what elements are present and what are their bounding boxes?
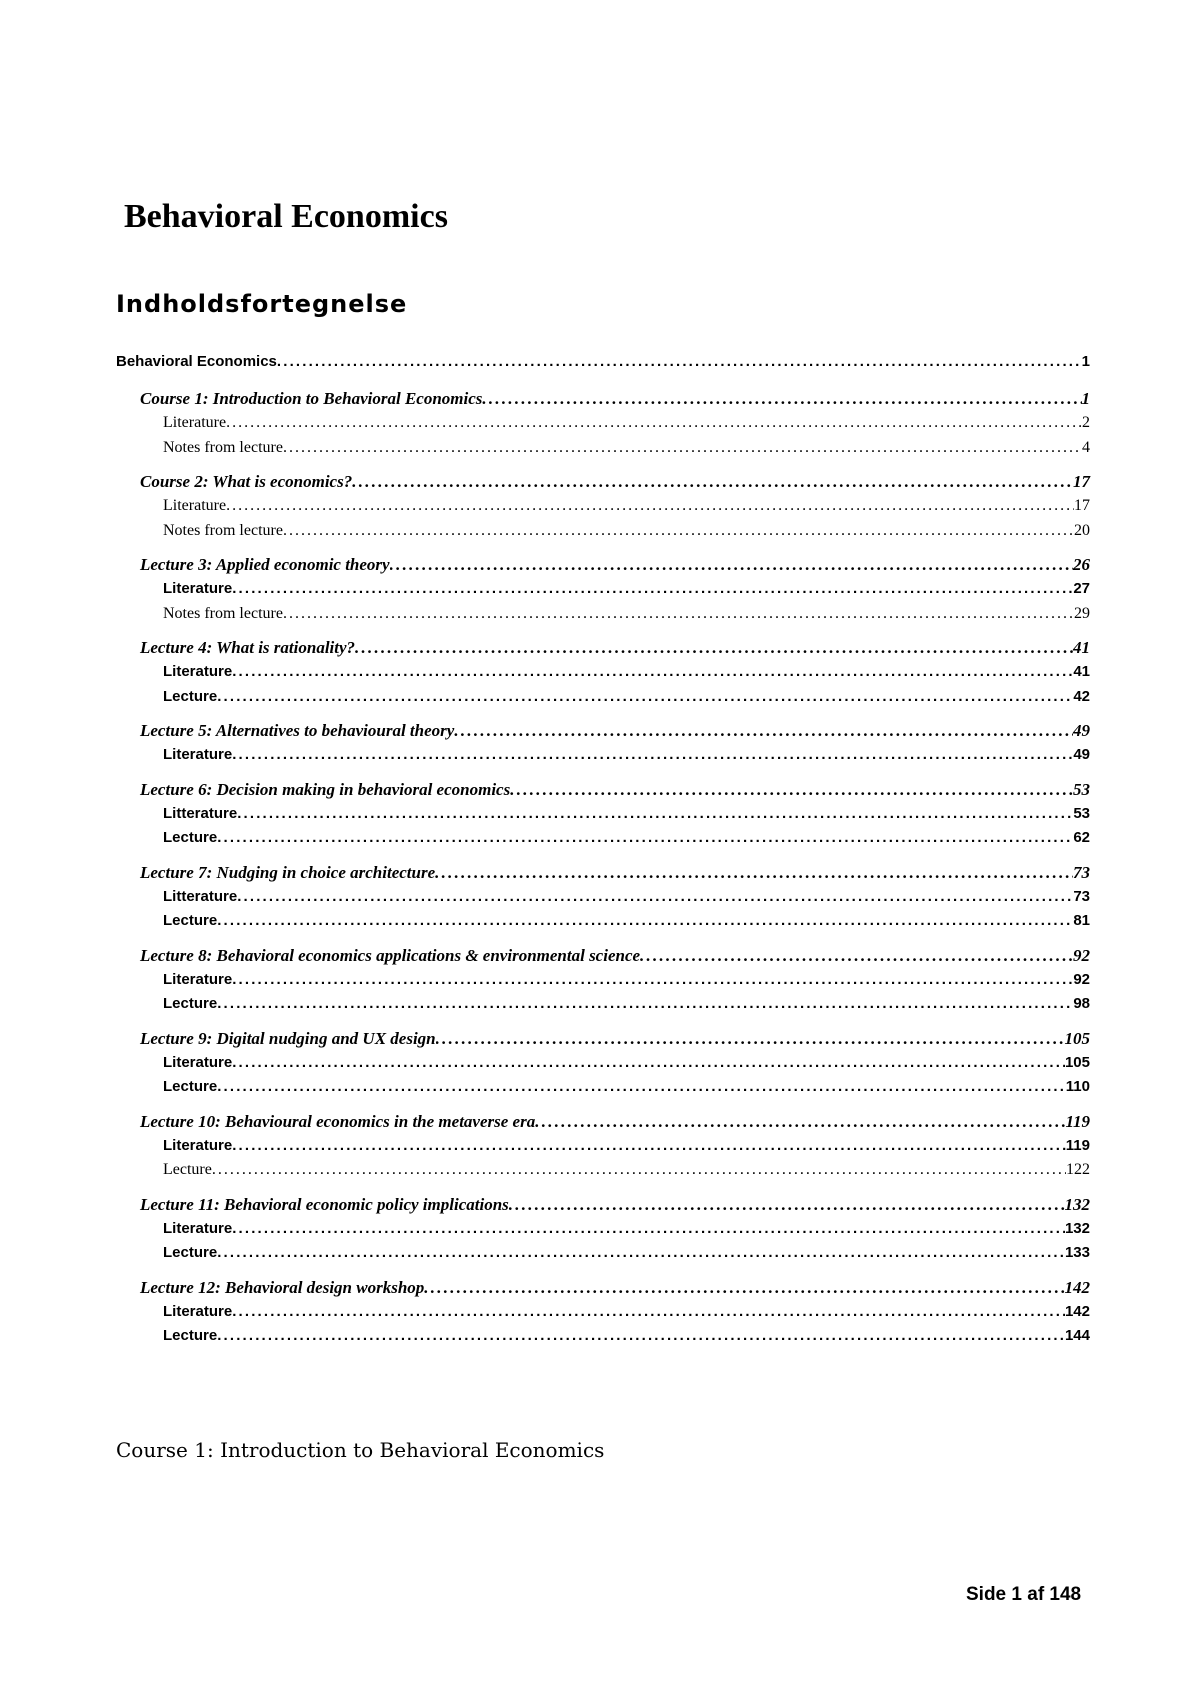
section-heading: Course 1: Introduction to Behavioral Economics (116, 1438, 605, 1462)
toc-entry-subsection[interactable] (116, 995, 1090, 1020)
toc-entry-subsection[interactable] (116, 829, 1090, 854)
toc-entry-page: 4 (1082, 438, 1090, 456)
toc-leader-dots (226, 414, 1082, 432)
toc-entry-subsection[interactable] (116, 1161, 1090, 1186)
toc-leader-dots (212, 1161, 1066, 1179)
toc-entry-page: 1 (1081, 389, 1090, 408)
toc-heading: Indholdsfortegnelse (116, 290, 408, 318)
toc-entry-label: Notes from lecture (163, 604, 283, 622)
toc-entry-label: Literature (163, 1302, 233, 1320)
toc-entry-course[interactable] (116, 1112, 1090, 1137)
toc-entry-page: 53 (1073, 779, 1090, 799)
toc-entry-page: 105 (1064, 1053, 1090, 1071)
toc-entry-label: Lecture (163, 995, 218, 1012)
toc-entry-page: 110 (1065, 1078, 1090, 1095)
toc-entry-label: Literature (163, 970, 233, 988)
toc-entry-page: 41 (1073, 663, 1090, 680)
toc-entry-subsection[interactable] (116, 1078, 1090, 1103)
toc-leader-dots (482, 389, 1081, 409)
toc-entry-subsection[interactable] (116, 746, 1090, 771)
toc-entry-page: 49 (1073, 746, 1090, 763)
page-footer: Side 1 af 148 (966, 1584, 1082, 1605)
toc-entry-course[interactable] (116, 472, 1090, 497)
toc-entry-label: Lecture (163, 1161, 212, 1178)
toc-leader-dots (217, 1078, 1066, 1095)
toc-entry-label: Notes from lecture (163, 521, 283, 539)
toc-leader-dots (283, 439, 1082, 457)
toc-entry-label: Notes from lecture (163, 438, 283, 456)
toc-entry-subsection[interactable] (116, 522, 1090, 547)
toc-entry-label: Literature (163, 1136, 233, 1154)
toc-leader-dots (390, 555, 1073, 575)
toc-entry-subsection[interactable] (116, 912, 1090, 937)
toc-entry-label: Litterature (163, 804, 238, 822)
toc-entry-subsection[interactable] (116, 414, 1090, 439)
toc-entry-label: Lecture (163, 1327, 218, 1344)
toc-leader-dots (217, 995, 1073, 1012)
toc-entry-label: Lecture (163, 687, 218, 705)
toc-entry-course[interactable] (116, 946, 1090, 971)
toc-entry-subsection[interactable] (116, 580, 1090, 605)
document-title: Behavioral Economics (124, 198, 448, 235)
toc-leader-dots (232, 580, 1073, 597)
toc-entry-page: 122 (1066, 1161, 1090, 1178)
toc-entry-label: Lecture (163, 1078, 218, 1095)
toc-entry-page: 144 (1064, 1327, 1090, 1344)
toc-entry-label: Lecture 7: Nudging in choice architecture (140, 862, 436, 882)
toc-leader-dots (232, 1220, 1065, 1237)
toc-leader-dots (535, 1112, 1065, 1132)
toc-entry-subsection[interactable] (116, 888, 1090, 913)
toc-entry-top[interactable] (116, 353, 1090, 377)
toc-entry-course[interactable] (116, 638, 1090, 663)
toc-entry-page: 42 (1073, 687, 1090, 705)
toc-entry-label: Literature (163, 497, 227, 514)
toc-entry-course[interactable] (116, 555, 1090, 580)
toc-entry-label: Lecture 4: What is rationality? (140, 638, 356, 657)
toc-entry-label: Literature (163, 580, 233, 597)
toc-entry-subsection[interactable] (116, 1244, 1090, 1269)
toc-leader-dots (355, 638, 1073, 658)
toc-entry-label: Behavioral Economics (116, 353, 277, 370)
toc-entry-page: 2 (1082, 414, 1090, 431)
toc-entry-page: 41 (1073, 638, 1090, 657)
toc-entry-label: Literature (163, 1219, 233, 1237)
toc-entry-subsection[interactable] (116, 1220, 1090, 1245)
toc-entry-course[interactable] (116, 780, 1090, 805)
toc-leader-dots (277, 353, 1082, 370)
toc-entry-page: 73 (1073, 862, 1090, 882)
toc-entry-page: 73 (1073, 887, 1090, 905)
toc-leader-dots (352, 472, 1073, 492)
toc-entry-label: Literature (163, 746, 233, 763)
toc-leader-dots (226, 497, 1074, 515)
toc-entry-page: 98 (1073, 995, 1090, 1012)
toc-leader-dots (232, 1137, 1066, 1154)
toc-leader-dots (232, 1054, 1065, 1071)
toc-leader-dots (436, 1029, 1065, 1049)
toc-entry-page: 17 (1073, 472, 1090, 491)
toc-entry-page: 17 (1074, 497, 1090, 514)
toc-leader-dots (454, 721, 1073, 741)
toc-entry-label: Course 1: Introduction to Behavioral Economics (140, 389, 483, 408)
toc-entry-page: 27 (1073, 580, 1090, 597)
toc-entry-page: 62 (1073, 829, 1090, 846)
toc-entry-page: 119 (1065, 1136, 1090, 1154)
toc-entry-page: 81 (1073, 912, 1090, 929)
toc-leader-dots (217, 912, 1073, 929)
toc-entry-page: 132 (1064, 1219, 1090, 1237)
toc-entry-page: 132 (1064, 1194, 1090, 1214)
toc-leader-dots (510, 780, 1073, 800)
toc-entry-course[interactable] (116, 1278, 1090, 1303)
toc-entry-page: 119 (1065, 1111, 1090, 1131)
toc-entry-page: 105 (1064, 1028, 1090, 1048)
toc-entry-page: 20 (1074, 521, 1090, 539)
toc-entry-page: 26 (1073, 555, 1090, 574)
toc-entry-label: Literature (163, 414, 227, 431)
toc-entry-label: Lecture 10: Behavioural economics in the metaverse era (140, 1111, 536, 1131)
toc-entry-page: 133 (1064, 1244, 1090, 1261)
toc-leader-dots (283, 605, 1074, 623)
toc-leader-dots (232, 971, 1073, 988)
toc-entry-label: Literature (163, 1053, 233, 1071)
toc-entry-subsection[interactable] (116, 1303, 1090, 1328)
toc-entry-subsection[interactable] (116, 688, 1090, 713)
toc-entry-page: 142 (1064, 1302, 1090, 1320)
toc-entry-label: Lecture (163, 912, 218, 929)
toc-entry-label: Lecture 5: Alternatives to behavioural theory (140, 721, 455, 740)
toc-entry-course[interactable] (116, 863, 1090, 888)
toc-leader-dots (509, 1195, 1065, 1215)
toc-entry-subsection[interactable] (116, 1054, 1090, 1079)
toc-entry-subsection[interactable] (116, 1327, 1090, 1352)
toc-entry-page: 142 (1064, 1277, 1090, 1297)
toc-entry-subsection[interactable] (116, 497, 1090, 522)
toc-leader-dots (217, 1244, 1065, 1261)
toc-leader-dots (237, 805, 1073, 822)
toc-entry-subsection[interactable] (116, 971, 1090, 996)
table-of-contents (116, 353, 1090, 1352)
toc-entry-label: Lecture 8: Behavioral economics applications & environmental science (140, 945, 641, 965)
toc-entry-label: Lecture 3: Applied economic theory (140, 555, 390, 574)
toc-entry-subsection[interactable] (116, 1137, 1090, 1162)
toc-entry-subsection[interactable] (116, 663, 1090, 688)
toc-leader-dots (217, 829, 1073, 846)
toc-leader-dots (217, 1327, 1065, 1344)
toc-entry-page: 1 (1081, 353, 1090, 370)
toc-leader-dots (435, 863, 1073, 883)
toc-leader-dots (232, 663, 1073, 680)
toc-entry-page: 29 (1074, 604, 1090, 622)
toc-leader-dots (640, 946, 1073, 966)
toc-entry-label: Literature (163, 663, 233, 680)
toc-entry-subsection[interactable] (116, 805, 1090, 830)
toc-entry-page: 92 (1073, 945, 1090, 965)
toc-entry-label: Lecture (163, 1244, 218, 1261)
toc-entry-label: Lecture 11: Behavioral economic policy implications (140, 1194, 509, 1214)
toc-entry-page: 53 (1073, 804, 1090, 822)
toc-entry-label: Lecture 6: Decision making in behavioral economics (140, 779, 511, 799)
toc-entry-course[interactable] (116, 1195, 1090, 1220)
toc-leader-dots (217, 688, 1073, 705)
toc-entry-label: Lecture 12: Behavioral design workshop (140, 1277, 425, 1297)
toc-leader-dots (232, 746, 1073, 763)
toc-entry-page: 49 (1073, 721, 1090, 740)
toc-entry-course[interactable] (116, 721, 1090, 746)
toc-leader-dots (283, 522, 1074, 540)
toc-entry-course[interactable] (116, 1029, 1090, 1054)
toc-entry-label: Course 2: What is economics? (140, 472, 353, 491)
toc-entry-course[interactable] (116, 389, 1090, 414)
toc-leader-dots (232, 1303, 1065, 1320)
toc-entry-subsection[interactable] (116, 605, 1090, 630)
toc-leader-dots (424, 1278, 1064, 1298)
toc-entry-label: Lecture (163, 829, 218, 846)
toc-entry-subsection[interactable] (116, 439, 1090, 464)
toc-entry-label: Lecture 9: Digital nudging and UX design (140, 1028, 436, 1048)
toc-leader-dots (237, 888, 1073, 905)
toc-entry-page: 92 (1073, 970, 1090, 988)
toc-entry-label: Litterature (163, 887, 238, 905)
